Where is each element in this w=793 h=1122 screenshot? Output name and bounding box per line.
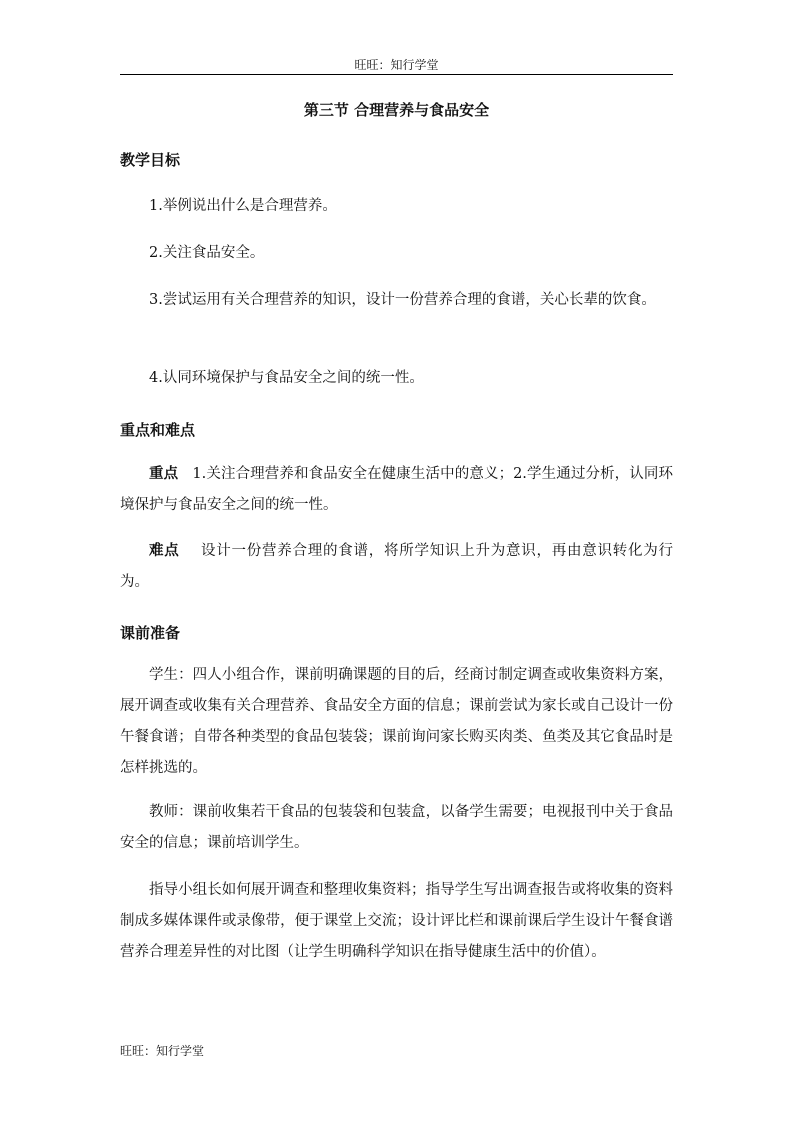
difficult-point-text: 设计一份营养合理的食谱，将所学知识上升为意识，再由意识转化为行为。	[120, 543, 674, 590]
section-heading-prep: 课前准备	[120, 624, 181, 642]
prep-paragraph-teacher: 教师：课前收集若干食品的包装袋和包装盒，以备学生需要；电视报刊中关于食品安全的信息；课前培训学生。	[120, 804, 673, 851]
page-footer: 旺旺：知行学堂	[120, 1044, 205, 1058]
difficult-point-paragraph	[120, 536, 673, 598]
prep-paragraph-students: 学生：四人小组合作，课前明确课题的目的后，经商讨制定调查或收集资料方案，展开调查或收集有关合理营养、食品安全方面的信息；课前尝试为家长或自己设计一份午餐食谱；自带各种类型的食品包装袋；课前询问家长购买肉类、鱼类及其它食品时是怎样挑选的。	[120, 667, 673, 776]
page-title: 第三节 合理营养与食品安全	[303, 101, 490, 119]
section-heading-keypoints: 重点和难点	[120, 421, 196, 439]
section-heading-goals: 教学目标	[120, 151, 181, 169]
key-point-label: 重点	[149, 466, 179, 482]
goal-item-4: 4.认同环境保护与食品安全之间的统一性。	[149, 370, 424, 386]
prep-paragraph-guidance: 指导小组长如何展开调查和整理收集资料；指导学生写出调查报告或将收集的资料制成多媒体课件或录像带，便于课堂上交流；设计评比栏和课前课后学生设计午餐食谱营养合理差异性的对比图（让学生明确科学知识在指导健康生活中的价值）。	[120, 882, 673, 960]
difficult-point-label: 难点	[149, 543, 180, 559]
goal-item-2: 2.关注食品安全。	[149, 245, 265, 261]
goal-item-1: 1.举例说出什么是合理营养。	[149, 198, 337, 214]
key-point-paragraph	[120, 459, 673, 521]
page-header: 旺旺：知行学堂	[120, 58, 673, 75]
key-point-text: 1.关注合理营养和食品安全在健康生活中的意义；2.学生通过分析，认同环境保护与食品安全之间的统一性。	[120, 466, 674, 513]
goal-item-3: 3.尝试运用有关合理营养的知识，设计一份营养合理的食谱，关心长辈的饮食。	[149, 292, 656, 308]
